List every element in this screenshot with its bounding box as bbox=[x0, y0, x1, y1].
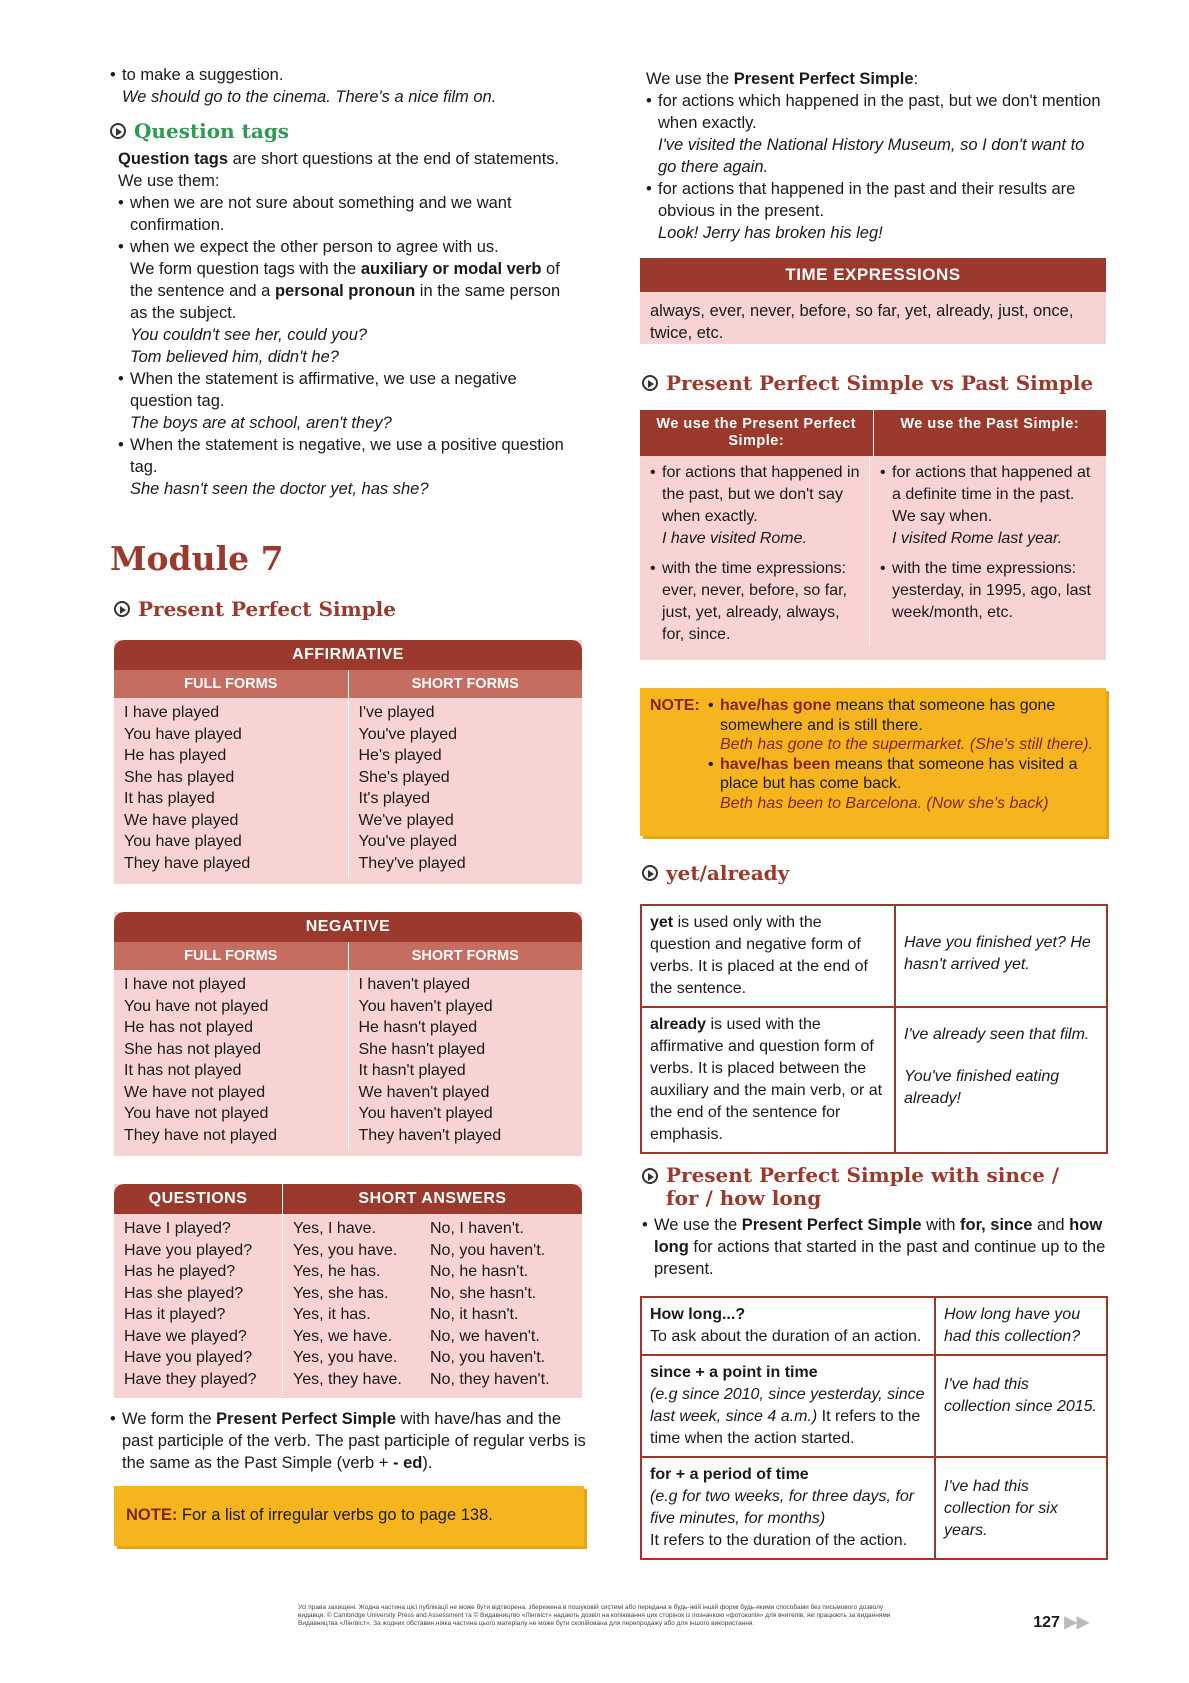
note-example-2: Beth has been to Barcelona. (Now she's back) bbox=[720, 794, 1049, 812]
list-item: I've played bbox=[358, 704, 435, 721]
time-expressions-box bbox=[640, 258, 1106, 344]
question-tags-heading bbox=[110, 120, 580, 142]
list-item: He has not played bbox=[124, 1019, 253, 1036]
list-item: Yes, you have. bbox=[293, 1241, 398, 1259]
affirmative-full-list bbox=[114, 698, 349, 878]
list-item: No, you haven't. bbox=[430, 1349, 546, 1366]
present-perfect-title: Present Perfect Simple bbox=[138, 597, 397, 621]
list-item: You have not played bbox=[124, 1105, 269, 1122]
no-answers-list bbox=[420, 1214, 560, 1394]
qt-bullet-3: • When the statement is affirmative, we use a negative question tag. bbox=[118, 368, 580, 412]
qt-example-1: You couldn't see her, could you? bbox=[130, 326, 368, 344]
list-item: Yes, she has. bbox=[293, 1284, 389, 1302]
list-item: I have not played bbox=[124, 976, 246, 993]
list-item: We've played bbox=[358, 811, 454, 829]
table-row bbox=[642, 1354, 1106, 1456]
how-long-example: How long have you had this collection? bbox=[944, 1306, 1081, 1345]
qt-example-3: The boys are at school, aren't they? bbox=[130, 414, 392, 432]
list-item: Have I played? bbox=[124, 1220, 231, 1237]
vs-right-col bbox=[870, 456, 1101, 646]
since-explanation: since + a point in time (e.g since 2010, since yesterday, since last week, since 4 a.m.) It refers to the time when the action started. bbox=[642, 1356, 936, 1456]
affirmative-title: AFFIRMATIVE bbox=[114, 640, 582, 670]
list-item: You haven't played bbox=[358, 1105, 493, 1122]
use-example-2: Look! Jerry has broken his leg! bbox=[658, 224, 883, 242]
vs-right-bullet-2: • with the time expressions: yesterday, in 1995, ago, last week/month, etc. bbox=[880, 558, 1095, 624]
negative-table bbox=[114, 912, 582, 1156]
list-item: Have you played? bbox=[124, 1349, 253, 1366]
list-item: He's played bbox=[358, 747, 442, 764]
list-item: She has played bbox=[124, 768, 235, 786]
play-icon bbox=[642, 375, 658, 391]
vs-left-col bbox=[640, 456, 870, 646]
already-example-2: You've finished eating already! bbox=[904, 1068, 1060, 1107]
list-item: Have they played? bbox=[124, 1370, 257, 1388]
how-long-explanation: How long...? To ask about the duration of an action. bbox=[642, 1298, 936, 1354]
list-item: It's played bbox=[358, 790, 431, 807]
affirmative-subheader bbox=[114, 670, 582, 698]
questions-title: QUESTIONS bbox=[114, 1184, 283, 1214]
questions-list bbox=[114, 1214, 283, 1394]
list-item: Yes, we have. bbox=[293, 1327, 393, 1345]
vs-right-example: I visited Rome last year. bbox=[892, 530, 1063, 547]
table-row bbox=[642, 1006, 1106, 1152]
list-item: He has played bbox=[124, 747, 227, 764]
play-icon bbox=[642, 865, 658, 881]
vs-left-bullet-1: • for actions that happened in the past, but we don't say when exactly. bbox=[650, 462, 863, 528]
already-explanation: already is used with the affirmative and question form of verbs. It is placed between the auxiliary and the main verb, or at the end of the sentence for emphasis. bbox=[642, 1008, 896, 1152]
qt-intro: Question tags are short questions at the end of statements. We use them: bbox=[118, 150, 560, 190]
list-item: You haven't played bbox=[358, 997, 493, 1015]
list-item: Have we played? bbox=[124, 1327, 247, 1345]
negative-subheader bbox=[114, 942, 582, 970]
qt-bullet-1: • when we are not sure about something and we want confirmation. bbox=[118, 192, 580, 236]
qt-example-2: Tom believed him, didn't he? bbox=[130, 348, 339, 366]
list-item: You have not played bbox=[124, 997, 269, 1015]
yet-already-heading bbox=[642, 862, 789, 884]
note-example-1: Beth has gone to the supermarket. (She's still there). bbox=[720, 736, 1094, 753]
since-for-table bbox=[640, 1296, 1108, 1560]
use-bullet-1: • for actions which happened in the past, but we don't mention when exactly. bbox=[646, 90, 1106, 134]
list-item: Yes, I have. bbox=[293, 1220, 377, 1237]
play-icon bbox=[642, 1168, 658, 1184]
list-item: You've played bbox=[358, 833, 458, 850]
list-item: It hasn't played bbox=[358, 1062, 466, 1079]
module-title: Module 7 bbox=[110, 539, 284, 578]
list-item: Yes, you have. bbox=[293, 1349, 398, 1366]
since-example: I've had this collection since 2015. bbox=[944, 1376, 1097, 1415]
for-example: I've had this collection for six years. bbox=[944, 1478, 1058, 1539]
list-item: Has he played? bbox=[124, 1263, 236, 1280]
table-row bbox=[642, 906, 1106, 1006]
page-number: 127 ▶▶ bbox=[1033, 1614, 1089, 1631]
vs-title: Present Perfect Simple vs Past Simple bbox=[666, 371, 1094, 395]
list-item: No, it hasn't. bbox=[430, 1306, 519, 1323]
list-item: We have played bbox=[124, 811, 239, 829]
questions-table bbox=[114, 1184, 582, 1398]
list-item: Yes, it has. bbox=[293, 1306, 371, 1323]
yet-already-table bbox=[640, 904, 1108, 1154]
qt-example-4: She hasn't seen the doctor yet, has she? bbox=[130, 480, 429, 498]
list-item: We haven't played bbox=[358, 1083, 490, 1101]
list-item: She has not played bbox=[124, 1040, 261, 1058]
qt-bullet-4: • When the statement is negative, we use a positive question tag. bbox=[118, 434, 580, 478]
qt-form: We form question tags with the auxiliary or modal verb of the sentence and a personal pronoun in the same person as the subject. bbox=[130, 260, 561, 322]
full-forms-header: FULL FORMS bbox=[114, 670, 349, 698]
vs-header-present-perfect: We use the Present Perfect Simple: bbox=[640, 410, 874, 456]
list-item: It has not played bbox=[124, 1062, 242, 1079]
list-item: They've played bbox=[358, 854, 466, 872]
list-item: He hasn't played bbox=[358, 1019, 478, 1036]
already-example-1: I've already seen that film. bbox=[904, 1026, 1090, 1043]
vs-right-bullet-1: • for actions that happened at a definite time in the past. We say when. bbox=[880, 462, 1095, 528]
list-item: We have not played bbox=[124, 1083, 266, 1101]
list-item: You have played bbox=[124, 725, 242, 743]
yet-explanation: yet is used only with the question and negative form of verbs. It is placed at the end of the sentence. bbox=[642, 906, 896, 1006]
note-label: NOTE: bbox=[650, 697, 700, 714]
list-item: Yes, he has. bbox=[293, 1263, 381, 1280]
list-item: She hasn't played bbox=[358, 1040, 486, 1058]
table-row bbox=[642, 1298, 1106, 1354]
form-bullet: • We form the Present Perfect Simple with have/has and the past participle of the verb. The past participle of regular verbs is the same as the Past Simple (verb + - ed). bbox=[110, 1408, 592, 1474]
present-perfect-heading bbox=[114, 598, 396, 620]
irregular-verbs-note bbox=[114, 1486, 584, 1546]
list-item: She's played bbox=[358, 768, 450, 786]
list-item: No, he hasn't. bbox=[430, 1263, 529, 1280]
list-item: It has played bbox=[124, 790, 215, 807]
vs-left-bullet-2: • with the time expressions: ever, never, before, so far, just, yet, already, always, for, since. bbox=[650, 558, 863, 646]
question-tags-title: Question tags bbox=[134, 119, 290, 143]
suggestion-example: We should go to the cinema. There's a nice film on. bbox=[122, 88, 497, 106]
already-examples bbox=[896, 1008, 1106, 1152]
left-column bbox=[110, 64, 580, 500]
negative-full-list bbox=[114, 970, 349, 1150]
play-icon bbox=[114, 601, 130, 617]
full-forms-header: FULL FORMS bbox=[114, 942, 349, 970]
list-item: You have played bbox=[124, 833, 242, 850]
list-item: No, we haven't. bbox=[430, 1327, 540, 1345]
short-forms-header: SHORT FORMS bbox=[411, 948, 519, 964]
for-explanation: for + a period of time (e.g for two weeks, for three days, for five minutes, for months) It refers to the duration of the action. bbox=[642, 1458, 936, 1558]
yet-already-title: yet/already bbox=[666, 861, 790, 885]
time-expressions-title: TIME EXPRESSIONS bbox=[640, 258, 1106, 292]
use-example-1: I've visited the National History Museum, so I don't want to go there again. bbox=[658, 136, 1085, 176]
short-forms-header: SHORT FORMS bbox=[411, 676, 519, 692]
question-tags-body bbox=[110, 148, 580, 500]
right-column-top bbox=[646, 68, 1106, 244]
affirmative-short-list bbox=[349, 698, 583, 878]
list-item: Have you played? bbox=[124, 1241, 253, 1259]
vs-header-past-simple: We use the Past Simple: bbox=[900, 416, 1080, 432]
list-item: They haven't played bbox=[358, 1126, 502, 1144]
list-item: No, she hasn't. bbox=[430, 1284, 537, 1302]
suggestion-bullet: • to make a suggestion. bbox=[110, 64, 580, 86]
affirmative-table bbox=[114, 640, 582, 884]
note-bullet-1: • have/has gone means that someone has gone somewhere and is still there. bbox=[708, 696, 1096, 735]
list-item: Has she played? bbox=[124, 1284, 244, 1302]
list-item: You've played bbox=[358, 725, 458, 743]
note-text: For a list of irregular verbs go to page 138. bbox=[177, 1506, 493, 1524]
forward-arrow-icon: ▶▶ bbox=[1064, 1614, 1089, 1631]
table-row bbox=[642, 1456, 1106, 1558]
list-item: They have played bbox=[124, 854, 251, 872]
questions-header bbox=[114, 1184, 582, 1214]
note-label: NOTE: bbox=[126, 1506, 178, 1524]
list-item: No, I haven't. bbox=[430, 1220, 524, 1237]
note-bullet-2: • have/has been means that someone has visited a place but has come back. bbox=[708, 755, 1096, 794]
since-for-bullet: • We use the Present Perfect Simple with for, since and how long for actions that started in the past and continue up to the present. bbox=[642, 1214, 1114, 1280]
yet-examples: Have you finished yet? He hasn't arrived yet. bbox=[904, 934, 1091, 973]
gone-been-note bbox=[640, 688, 1106, 836]
vs-heading bbox=[642, 372, 1093, 394]
vs-table bbox=[640, 410, 1106, 660]
list-item: No, they haven't. bbox=[430, 1370, 550, 1388]
since-for-heading bbox=[642, 1164, 1082, 1210]
negative-title: NEGATIVE bbox=[114, 912, 582, 942]
list-item: Yes, they have. bbox=[293, 1370, 402, 1388]
list-item: I haven't played bbox=[358, 976, 471, 993]
use-bullet-2: • for actions that happened in the past and their results are obvious in the present. bbox=[646, 178, 1106, 222]
copyright-footer: Усі права захищені. Жодна частина цієї публікації не може бути відтворена, збережена в пошуковій системі або передана в будь-якій іншій формі будь-якими способами без письмового дозволу видавця. © Cambridge University Press and Assessment та © Видавництво «Лінгвіст» надають дозвіл на копіювання цих сторінок із позначкою «фотокопія» для вчителів, які працюють за виданнями Видавництва «Лінгвіст». За жодних обставин ніяка частина цього матеріалу не може бути скопійована для перепродажу або для іншого використання. bbox=[298, 1604, 891, 1627]
short-answers-title: SHORT ANSWERS bbox=[358, 1190, 507, 1207]
list-item: Has it played? bbox=[124, 1306, 226, 1323]
list-item: I have played bbox=[124, 704, 220, 721]
qt-bullet-2: • when we expect the other person to agree with us. bbox=[118, 236, 580, 258]
vs-left-example: I have visited Rome. bbox=[662, 530, 807, 547]
since-for-title: Present Perfect Simple with since / for / how long bbox=[666, 1163, 1060, 1210]
time-expressions-text: always, ever, never, before, so far, yet, already, just, once, twice, etc. bbox=[650, 302, 1074, 342]
list-item: They have not played bbox=[124, 1126, 277, 1144]
yes-answers-list bbox=[283, 1214, 420, 1394]
negative-short-list bbox=[349, 970, 583, 1150]
list-item: No, you haven't. bbox=[430, 1241, 546, 1259]
play-icon bbox=[110, 123, 126, 139]
use-intro: We use the Present Perfect Simple: bbox=[646, 70, 919, 88]
